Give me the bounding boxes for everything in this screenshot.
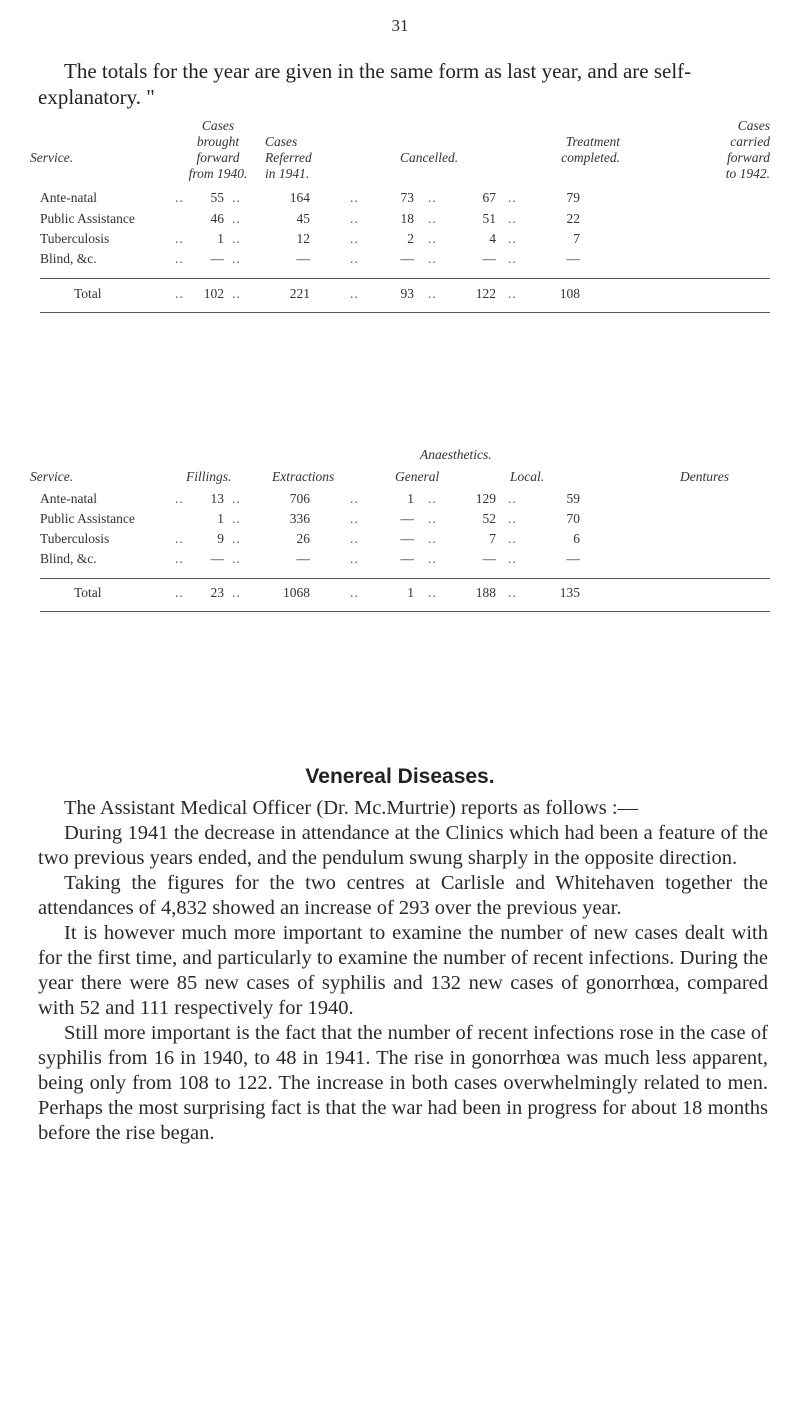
row-service: Public Assistance	[40, 211, 135, 226]
paragraph: It is however much more important to examine the number of new cases dealt with for the first time, and particularly to examine the number of recent infections. During the year there were 85 new cases of syphilis and 132 new cases of gonorrhœa, compared with 52 and 111 respectively for 1940.	[38, 922, 768, 1019]
total-dentures: 135	[559, 585, 580, 600]
total-extractions: 1068	[283, 585, 310, 600]
row-referred: 12	[296, 231, 310, 246]
row-brought: 46	[210, 211, 224, 226]
total-brought: 102	[203, 286, 224, 301]
row-carried: 79	[566, 190, 580, 205]
paragraph: The Assistant Medical Officer (Dr. Mc.Murtrie) reports as follows :—	[64, 797, 639, 819]
row-local: 129	[475, 491, 496, 506]
row-service: Blind, &c.	[40, 251, 97, 266]
paragraph: During 1941 the decrease in attendance at the Clinics which had been a feature of the two previous years ended, and the pendulum swung sharply in the opposite direction.	[38, 822, 768, 869]
total-general: 1	[407, 585, 414, 600]
header-extractions: Extractions	[272, 469, 335, 484]
row-referred: 45	[296, 211, 310, 226]
row-fillings: —	[210, 551, 224, 566]
header-treatment	[510, 134, 620, 166]
row-general: 1	[407, 491, 414, 506]
total-completed: 122	[475, 286, 496, 301]
total-label: Total	[74, 585, 102, 600]
row-general: —	[400, 551, 414, 566]
section-heading: Venereal Diseases.	[305, 765, 495, 788]
total-local: 188	[475, 585, 496, 600]
header-general: General	[395, 469, 440, 484]
header-service: Service.	[30, 150, 74, 165]
row-service: Tuberculosis	[40, 531, 110, 546]
row-completed: —	[482, 251, 496, 266]
row-general: —	[400, 511, 414, 526]
total-referred: 221	[289, 286, 310, 301]
paragraph: Taking the figures for the two centres at Carlisle and Whitehaven together the attendances of 4,832 showed an increase of 293 over the previous year.	[38, 872, 768, 919]
header-treatment-line2: completed.	[561, 150, 620, 165]
header-brought	[178, 118, 258, 182]
row-service: Tuberculosis	[40, 231, 110, 246]
row-cancelled: 73	[400, 190, 414, 205]
row-extractions: —	[296, 551, 310, 566]
row-service: Public Assistance	[40, 511, 135, 526]
table-rule	[40, 611, 770, 612]
row-fillings: 1	[217, 511, 224, 526]
intro-text: The totals for the year are given in the same form as last year, and are self-explanatory. "	[38, 59, 692, 109]
table-row: Public Assistance 46 .. 45 .. 18 .. 51 .. 22	[40, 211, 580, 226]
row-general: —	[400, 531, 414, 546]
header-cancelled: Cancelled.	[400, 150, 459, 165]
header-carried-line3: forward	[726, 150, 770, 165]
row-referred: 164	[289, 190, 310, 205]
body-text	[38, 796, 768, 1146]
header-referred-line1: Cases	[265, 134, 298, 149]
referral-table	[30, 118, 770, 358]
table-total-row: Total .. 102 .. 221 .. 93 .. 122 .. 108	[74, 286, 580, 301]
header-brought-line3: forward	[196, 150, 240, 165]
row-local: 52	[482, 511, 496, 526]
row-cancelled: 18	[400, 211, 414, 226]
intro-paragraph	[38, 58, 768, 110]
row-brought: 55	[210, 190, 224, 205]
row-carried: —	[566, 251, 580, 266]
row-carried: 7	[573, 231, 580, 246]
header-carried-line2: carried	[730, 134, 770, 149]
row-local: —	[482, 551, 496, 566]
row-extractions: 336	[289, 511, 310, 526]
header-carried	[680, 118, 770, 182]
total-label: Total	[74, 286, 102, 301]
table-rule	[40, 578, 770, 579]
row-service: Blind, &c.	[40, 551, 97, 566]
row-dentures: —	[566, 551, 580, 566]
header-treatment-line1: Treatment	[565, 134, 620, 149]
header-referred-line3: in 1941.	[265, 166, 310, 181]
row-extractions: 706	[289, 491, 310, 506]
table-row: Ante-natal .. 55 .. 164 .. 73 .. 67 .. 79	[40, 190, 580, 205]
row-dentures: 6	[573, 531, 580, 546]
page-number: 31	[391, 16, 409, 35]
row-fillings: 13	[210, 491, 224, 506]
row-referred: —	[296, 251, 310, 266]
header-brought-line4: from 1940.	[188, 166, 248, 181]
table-row: Ante-natal .. 13 .. 706 .. 1 .. 129 .. 59	[40, 491, 580, 506]
header-dentures: Dentures	[680, 469, 729, 484]
table-row: Blind, &c. .. — .. — .. — .. — .. —	[40, 551, 580, 566]
dental-table	[30, 447, 770, 667]
table-rule	[40, 312, 770, 313]
header-service: Service.	[30, 469, 74, 484]
header-brought-line1: Cases	[201, 118, 235, 133]
header-carried-line4: to 1942.	[725, 166, 770, 181]
row-extractions: 26	[296, 531, 310, 546]
row-dentures: 70	[566, 511, 580, 526]
row-service: Ante-natal	[40, 491, 97, 506]
table-rule	[40, 278, 770, 279]
paragraph: Still more important is the fact that the number of recent infections rose in the case of syphilis from 16 in 1940, to 48 in 1941. The rise in gonorrhœa was much less apparent, being only from 108 to 122. The increase in both cases overwhelmingly related to men. Perhaps the most surprising fact is that the war had been in progress for about 18 months before the rise began.	[38, 1022, 768, 1144]
header-carried-line1: Cases	[737, 118, 770, 133]
table-row: Blind, &c. .. — .. — .. — .. — .. —	[40, 251, 580, 266]
row-service: Ante-natal	[40, 190, 97, 205]
row-local: 7	[489, 531, 496, 546]
header-referred-line2: Referred	[265, 150, 312, 165]
table-total-row: Total .. 23 .. 1068 .. 1 .. 188 .. 135	[74, 585, 580, 600]
table-row: Public Assistance 1 .. 336 .. — .. 52 .. 70	[40, 511, 580, 526]
header-fillings: Fillings.	[186, 469, 232, 484]
row-completed: 51	[482, 211, 496, 226]
row-carried: 22	[566, 211, 580, 226]
header-brought-line2: brought	[196, 134, 240, 149]
row-brought: 1	[217, 231, 224, 246]
table-row: Tuberculosis .. 1 .. 12 .. 2 .. 4 .. 7	[40, 231, 580, 246]
row-cancelled: 2	[407, 231, 414, 246]
header-local: Local.	[510, 469, 545, 484]
row-completed: 4	[489, 231, 496, 246]
table-row: Tuberculosis .. 9 .. 26 .. — .. 7 .. 6	[40, 531, 580, 546]
header-anaesthetics: Anaesthetics.	[420, 447, 492, 462]
row-cancelled: —	[400, 251, 414, 266]
header-referred	[265, 134, 335, 182]
total-carried: 108	[559, 286, 580, 301]
row-completed: 67	[482, 190, 496, 205]
row-fillings: 9	[217, 531, 224, 546]
row-dentures: 59	[566, 491, 580, 506]
row-brought: —	[210, 251, 224, 266]
total-cancelled: 93	[400, 286, 414, 301]
total-fillings: 23	[210, 585, 224, 600]
